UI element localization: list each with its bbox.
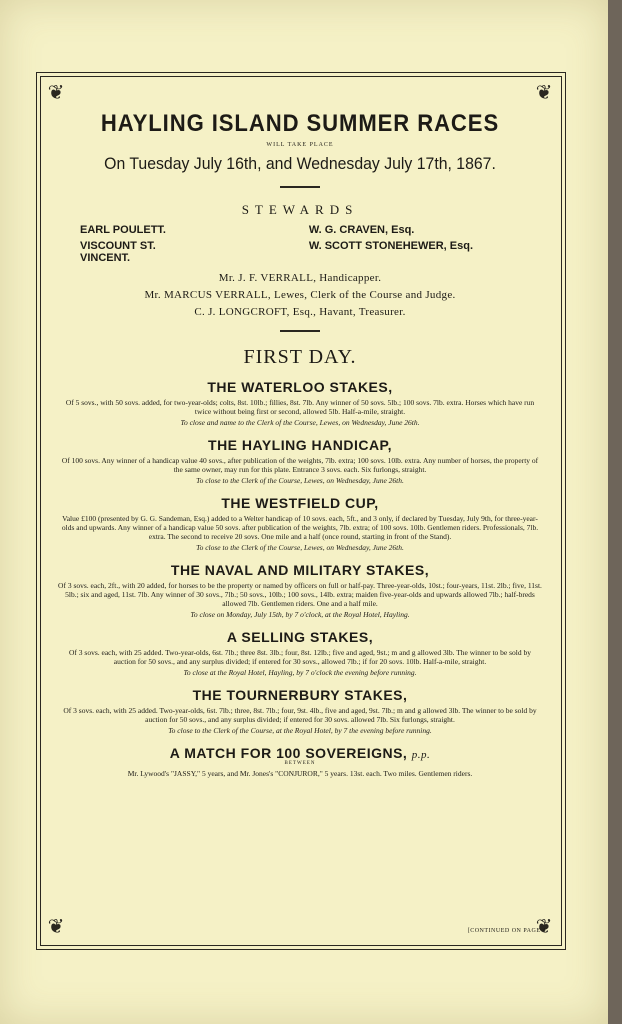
official: Mr. MARCUS VERRALL, Lewes, Clerk of the Course and Judge. — [144, 289, 456, 301]
race-conditions: Of 3 sovs. each, with 25 added. Two-year-olds, 6st. 7lb.; three 8st. 3lb.; four, 8st. 12lb.; five and aged, 9st.; m and g allowed 3lb. The winner to be sold by auction for 50 sovs., and any surplus divided; if entered for 30 sovs., allowed 7lb.; if for 20 sovs. 10lb. Half-a-mile, straight. — [68, 648, 531, 666]
match-text: Mr. Lywood's "JASSY," 5 years, and Mr. Jones's "CONJUROR," 5 years. 13st. each. Two miles. Gentlemen riders. — [127, 769, 473, 778]
race-conditions: Of 5 sovs., with 50 sovs. added, for two-year-olds; colts, 8st. 10lb.; fillies, 8st. 7lb. Any winner of 50 sovs. 5lb.; 100 sovs. 7lb. extra. Horses which have run twice without being first or second, allowed 5lb. Half-a-mile, straight. — [65, 398, 535, 416]
race-title: THE HAYLING HANDICAP, — [208, 437, 392, 453]
race-entry — [50, 379, 550, 427]
corner-ornament-icon: ❦ — [535, 80, 553, 104]
race-entry — [50, 437, 550, 485]
match-pp-note: p.p. — [411, 749, 431, 761]
race-entry — [50, 495, 550, 552]
stewards-right — [309, 224, 520, 264]
race-title: THE WATERLOO STAKES, — [207, 379, 393, 395]
match-between: BETWEEN — [284, 761, 316, 766]
match-title-text: A MATCH FOR 100 SOVEREIGNS, — [169, 745, 408, 761]
day-heading: FIRST DAY. — [243, 346, 357, 368]
poster-content — [50, 82, 550, 778]
race-closing: To close to the Clerk of the Course, Lewes, on Wednesday, June 26th. — [196, 476, 404, 485]
stewards-heading: STEWARDS — [241, 202, 359, 217]
corner-ornament-icon: ❦ — [47, 914, 65, 938]
race-entry — [50, 687, 550, 735]
divider — [280, 186, 320, 188]
race-closing: To close on Monday, July 15th, by 7 o'clock, at the Royal Hotel, Hayling. — [190, 610, 410, 619]
race-closing: To close at the Royal Hotel, Hayling, by 7 o'clock the evening before running. — [183, 668, 417, 677]
race-title: THE WESTFIELD CUP, — [221, 495, 379, 511]
race-title: THE NAVAL AND MILITARY STAKES, — [170, 562, 430, 578]
race-title: THE TOURNERBURY STAKES, — [192, 687, 408, 703]
official: Mr. J. F. VERRALL, Handicapper. — [218, 272, 382, 284]
stewards-list — [80, 224, 520, 264]
divider — [280, 330, 320, 332]
steward: EARL POULETT. — [80, 224, 166, 236]
race-conditions: Of 3 sovs. each, 2ft., with 20 added, for horses to be the property or named by officers on full or half-pay. Three-year-olds, 10st.; four-years, 11st. 2lb.; five, 11st. 5lb.; six and aged, 11st. 7lb. Any winner of 30 sovs., 7lb.; 50 sovs., 10lb.; 100 sovs., 14lb. extra; maiden five-year-olds and upwards allowed 7lb.; half-breds allowed 7lb. Gentlemen riders. One and a half mile. — [58, 581, 542, 608]
race-conditions: Value £100 (presented by G. G. Sandeman, Esq.) added to a Welter handicap of 10 sovs. each, 5ft., and 3 only, if declared by Tuesday, July 9th, for three-year-olds and upwards. Any winner of a handicap value 50 sovs. after publication of the weights, 7lb. extra; of 100 sovs. 10lb. Gentlemen riders. Professionals, 7lb. extra. The second to receive 20 sovs. One mile and a half (once round, starting in front of the Stand). — [61, 514, 539, 541]
corner-ornament-icon: ❦ — [47, 80, 65, 104]
race-entry — [50, 562, 550, 619]
official: C. J. LONGCROFT, Esq., Havant, Treasurer. — [194, 306, 406, 318]
race-title: A SELLING STAKES, — [226, 629, 374, 645]
steward: VISCOUNT ST. VINCENT. — [80, 240, 156, 264]
steward: W. G. CRAVEN, Esq. — [308, 224, 415, 236]
corner-ornament-icon: ❦ — [535, 914, 553, 938]
steward: W. SCOTT STONEHEWER, Esq. — [308, 240, 474, 252]
continued-note: [CONTINUED ON PAGE 4. — [467, 928, 548, 934]
match-title — [50, 745, 550, 761]
page-title: HAYLING ISLAND SUMMER RACES — [100, 110, 500, 137]
race-entry — [50, 629, 550, 677]
stewards-left — [80, 224, 291, 264]
race-conditions: Of 3 sovs. each, with 25 added. Two-year-olds, 6st. 7lb.; three, 8st. 7lb.; four, 9st. 4lb., five and aged, 9st. 7lb.; m and g allowed 3lb. The winner to be sold by auction for 50 sovs., and any surplus divided; if entered for 30 sovs. allowed 7lb. Six furlongs, straight. — [63, 706, 537, 724]
race-closing: To close and name to the Clerk of the Course, Lewes, on Wednesday, June 26th. — [180, 418, 420, 427]
will-take-place: WILL TAKE PLACE — [266, 142, 334, 148]
race-conditions: Of 100 sovs. Any winner of a handicap value 40 sovs., after publication of the weights, 7lb. extra; 100 sovs. 10lb. extra. Any number of horses, the property of the same owner, may run for this plate. Entrance 3 sovs. each. Six furlongs, straight. — [61, 456, 539, 474]
race-closing: To close to the Clerk of the Course, at the Royal Hotel, by 7 the evening before running. — [168, 726, 432, 735]
match-entry — [50, 745, 550, 778]
race-closing: To close to the Clerk of the Course, Lewes, on Wednesday, June 26th. — [196, 543, 404, 552]
race-dates: On Tuesday July 16th, and Wednesday July 17th, 1867. — [104, 154, 496, 173]
